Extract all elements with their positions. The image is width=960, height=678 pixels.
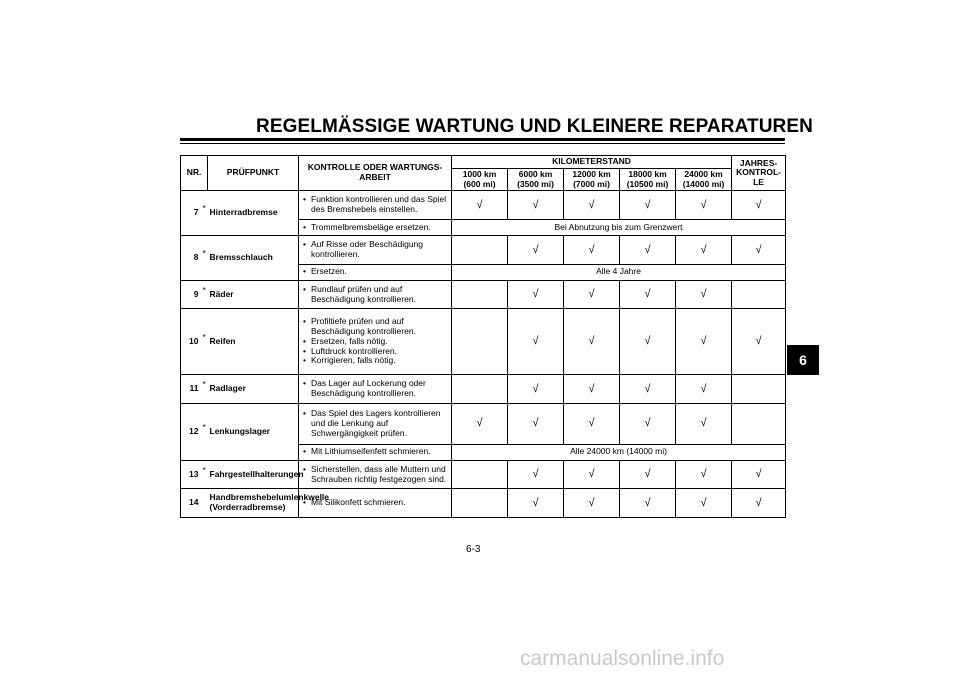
row-item: Lenkungslager <box>208 403 299 460</box>
check-mark: √ <box>620 236 676 265</box>
empty-cell <box>732 375 786 404</box>
row-item: Reifen <box>208 309 299 375</box>
check-mark: √ <box>620 191 676 220</box>
row-item: Bremsschlauch <box>208 236 299 281</box>
row-task <box>299 264 452 280</box>
row-star-mark: * <box>202 248 206 259</box>
empty-cell <box>452 309 508 375</box>
task-item: • Luftdruck kontrollieren. <box>301 347 449 357</box>
task-list <box>301 447 449 457</box>
row-task <box>299 219 452 235</box>
row-star-mark: * <box>202 331 206 342</box>
check-mark: √ <box>452 191 508 220</box>
row-task <box>299 191 452 220</box>
chapter-tab: 6 <box>787 345 819 375</box>
interval-note: Bei Abnutzung bis zum Grenzwert <box>452 219 786 235</box>
check-mark: √ <box>732 309 786 375</box>
empty-cell <box>452 280 508 309</box>
check-mark: √ <box>676 236 732 265</box>
empty-cell <box>732 280 786 309</box>
maintenance-table <box>180 155 786 518</box>
row-item: Räder <box>208 280 299 309</box>
row-star-mark: * <box>202 203 206 214</box>
check-mark: √ <box>564 236 620 265</box>
row-task <box>299 460 452 489</box>
check-mark: √ <box>676 280 732 309</box>
header-task: KONTROLLE ODER WARTUNGS-ARBEIT <box>299 156 452 191</box>
row-task <box>299 236 452 265</box>
check-mark: √ <box>564 191 620 220</box>
check-mark: √ <box>732 236 786 265</box>
header-km-1: 1000 km (600 mi) <box>452 168 508 191</box>
title-rule-thin <box>180 143 785 144</box>
row-star-mark: * <box>202 284 206 295</box>
row-item: Radlager <box>208 375 299 404</box>
table-row <box>181 309 786 375</box>
task-list <box>301 240 449 260</box>
row-star <box>201 375 208 404</box>
header-km-2: 6000 km (3500 mi) <box>508 168 564 191</box>
page-title: REGELMÄSSIGE WARTUNG UND KLEINERE REPARATUREN <box>256 116 813 137</box>
task-item: • Das Spiel des Lagers kontrollieren und die Lenkung auf Schwergängigkeit prüfen. <box>301 409 449 438</box>
check-mark: √ <box>564 460 620 489</box>
check-mark: √ <box>620 403 676 444</box>
row-item: Fahrgestellhalterungen <box>208 460 299 489</box>
check-mark: √ <box>564 375 620 404</box>
check-mark: √ <box>508 460 564 489</box>
task-item: • Profiltiefe prüfen und auf Beschädigung kontrollieren. <box>301 317 449 337</box>
row-item: Handbremshebelumlenkwelle (Vorderradbremse) <box>208 489 299 518</box>
task-item: • Auf Risse oder Beschädigung kontrollieren. <box>301 240 449 260</box>
maintenance-table-body <box>181 191 786 518</box>
row-star <box>201 280 208 309</box>
interval-note: Alle 4 Jahre <box>452 264 786 280</box>
row-star-mark: * <box>202 421 206 432</box>
task-item: • Rundlauf prüfen und auf Beschädigung kontrollieren. <box>301 285 449 305</box>
row-number: 12 <box>181 403 201 460</box>
table-row <box>181 460 786 489</box>
row-star <box>201 403 208 460</box>
task-item: • Mit Lithiumseifenfett schmieren. <box>301 447 449 457</box>
empty-cell <box>452 236 508 265</box>
row-number: 7 <box>181 191 201 236</box>
empty-cell <box>452 489 508 518</box>
task-list <box>301 317 449 366</box>
row-star <box>201 489 208 518</box>
task-list <box>301 465 449 485</box>
header-km-4: 18000 km (10500 mi) <box>620 168 676 191</box>
check-mark: √ <box>732 489 786 518</box>
check-mark: √ <box>620 375 676 404</box>
check-mark: √ <box>452 403 508 444</box>
check-mark: √ <box>508 309 564 375</box>
page-number: 6-3 <box>466 544 481 555</box>
task-list <box>301 498 449 508</box>
check-mark: √ <box>676 403 732 444</box>
check-mark: √ <box>508 236 564 265</box>
header-km-group: KILOMETERSTAND <box>452 156 732 169</box>
check-mark: √ <box>508 191 564 220</box>
task-list <box>301 267 449 277</box>
row-star-mark: * <box>202 464 206 475</box>
header-km-5: 24000 km (14000 mi) <box>676 168 732 191</box>
check-mark: √ <box>564 280 620 309</box>
row-star <box>201 309 208 375</box>
row-number: 9 <box>181 280 201 309</box>
task-item: • Trommelbremsbeläge ersetzen. <box>301 223 449 233</box>
row-star <box>201 191 208 236</box>
task-list <box>301 223 449 233</box>
task-item: • Das Lager auf Lockerung oder Beschädigung kontrollieren. <box>301 379 449 399</box>
check-mark: √ <box>676 375 732 404</box>
row-star <box>201 460 208 489</box>
check-mark: √ <box>620 460 676 489</box>
task-item: • Sicherstellen, dass alle Muttern und Schrauben richtig festgezogen sind. <box>301 465 449 485</box>
empty-cell <box>452 460 508 489</box>
row-task <box>299 280 452 309</box>
check-mark: √ <box>620 309 676 375</box>
check-mark: √ <box>676 309 732 375</box>
empty-cell <box>452 375 508 404</box>
table-row <box>181 236 786 265</box>
check-mark: √ <box>620 280 676 309</box>
row-number: 14 <box>181 489 201 518</box>
check-mark: √ <box>564 309 620 375</box>
check-mark: √ <box>508 489 564 518</box>
row-star-mark: * <box>202 378 206 389</box>
row-item: Hinterradbremse <box>208 191 299 236</box>
header-km-3: 12000 km (7000 mi) <box>564 168 620 191</box>
header-annual: JAHRES-KONTROL-LE <box>732 156 786 191</box>
check-mark: √ <box>676 191 732 220</box>
check-mark: √ <box>508 375 564 404</box>
task-list <box>301 409 449 438</box>
task-item: • Ersetzen, falls nötig. <box>301 337 449 347</box>
task-item: • Funktion kontrollieren und das Spiel des Bremshebels einstellen. <box>301 195 449 215</box>
row-task <box>299 403 452 444</box>
check-mark: √ <box>508 403 564 444</box>
task-list <box>301 379 449 399</box>
table-row <box>181 375 786 404</box>
check-mark: √ <box>620 489 676 518</box>
header-nr: NR. <box>181 156 208 191</box>
title-rule-thick <box>180 138 785 141</box>
check-mark: √ <box>508 280 564 309</box>
header-item: PRÜFPUNKT <box>208 156 299 191</box>
empty-cell <box>732 403 786 444</box>
table-row <box>181 191 786 220</box>
row-task <box>299 375 452 404</box>
row-number: 11 <box>181 375 201 404</box>
table-row <box>181 403 786 444</box>
watermark: carmanualsonline.info <box>520 647 725 670</box>
task-item: • Korrigieren, falls nötig. <box>301 356 449 366</box>
task-item: • Mit Silikonfett schmieren. <box>301 498 449 508</box>
row-task <box>299 444 452 460</box>
interval-note: Alle 24000 km (14000 mi) <box>452 444 786 460</box>
table-row <box>181 489 786 518</box>
row-number: 13 <box>181 460 201 489</box>
row-number: 10 <box>181 309 201 375</box>
task-item: • Ersetzen. <box>301 267 449 277</box>
check-mark: √ <box>564 489 620 518</box>
table-row <box>181 280 786 309</box>
check-mark: √ <box>676 460 732 489</box>
task-list <box>301 285 449 305</box>
check-mark: √ <box>676 489 732 518</box>
row-number: 8 <box>181 236 201 281</box>
row-task <box>299 309 452 375</box>
check-mark: √ <box>564 403 620 444</box>
check-mark: √ <box>732 191 786 220</box>
row-star <box>201 236 208 281</box>
check-mark: √ <box>732 460 786 489</box>
task-list <box>301 195 449 215</box>
